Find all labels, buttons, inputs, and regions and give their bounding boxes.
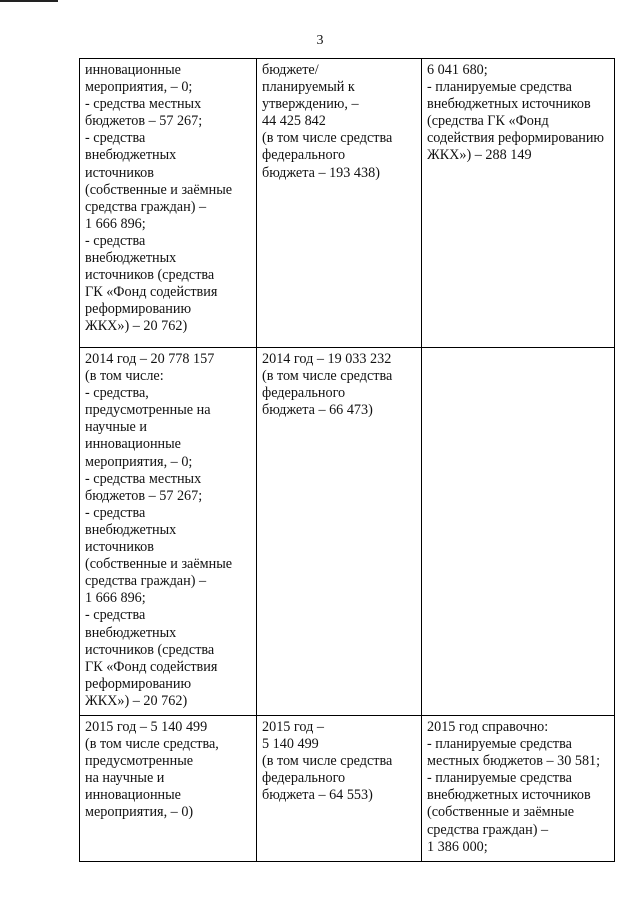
table-row (80, 59, 615, 348)
table-cell: 2014 год – 19 033 232 (в том числе средства федерального бюджета – 66 473) (257, 348, 422, 716)
table-row (80, 716, 615, 862)
table-cell: инновационные мероприятия, – 0; - средства местных бюджетов – 57 267; - средства внебюджетных источников (собственные и заёмные средства граждан) – 1 666 896; - средства внебюджетных источников (средства ГК «Фонд содействия реформированию ЖКХ») – 20 762) (80, 59, 257, 348)
table-row (80, 348, 615, 716)
table-cell: 2015 год – 5 140 499 (в том числе средства, предусмотренные на научные и инновационные мероприятия, – 0) (80, 716, 257, 862)
top-rule (0, 0, 58, 2)
table-cell: 2014 год – 20 778 157 (в том числе: - средства, предусмотренные на научные и инновационные мероприятия, – 0; - средства местных бюджетов – 57 267; - средства внебюджетных источников (собственные и заёмные средства граждан) – 1 666 896; - средства внебюджетных источников (средства ГК «Фонд содействия реформированию ЖКХ») – 20 762) (80, 348, 257, 716)
table-cell (422, 348, 615, 716)
table-cell: бюджете/ планируемый к утверждению, – 44 425 842 (в том числе средства федерального бюджета – 193 438) (257, 59, 422, 348)
table-cell: 2015 год справочно: - планируемые средства местных бюджетов – 30 581; - планируемые средства внебюджетных источников (собственные и заёмные средства граждан) – 1 386 000; (422, 716, 615, 862)
table-cell: 2015 год – 5 140 499 (в том числе средства федерального бюджета – 64 553) (257, 716, 422, 862)
funding-table (79, 58, 615, 862)
page-number: 3 (316, 33, 324, 48)
table-cell: 6 041 680; - планируемые средства внебюджетных источников (средства ГК «Фонд содействия реформированию ЖКХ») – 288 149 (422, 59, 615, 348)
